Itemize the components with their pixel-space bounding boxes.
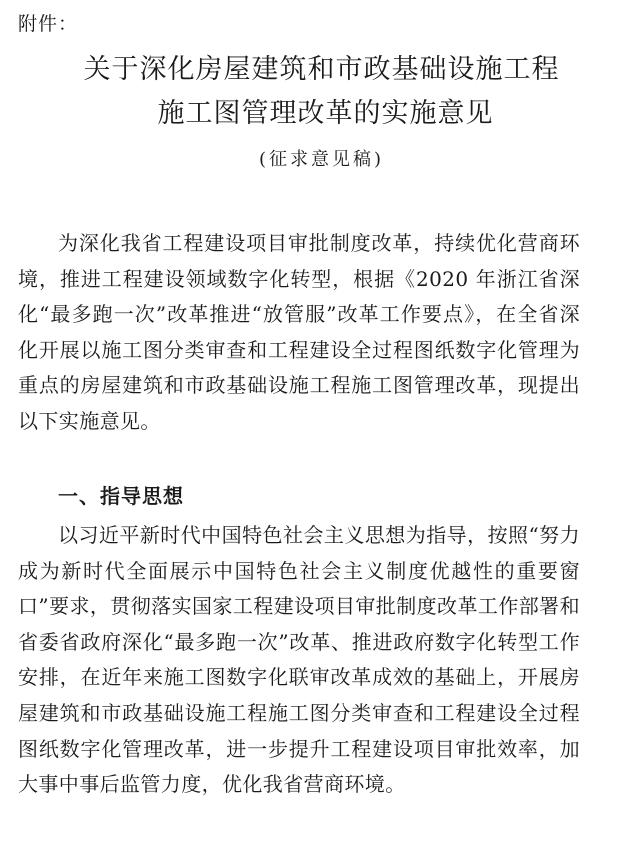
attachment-label: 附件：: [18, 13, 79, 35]
document-title-line-2: 施工图管理改革的实施意见: [157, 98, 494, 129]
document-title-line-1: 关于深化房屋建筑和市政基础设施工程: [83, 54, 560, 85]
guiding-ideology-paragraph: 以习近平新时代中国特色社会主义思想为指导，按照“努力成为新时代全面展示中国特色社会主义制度优越性的重要窗口”要求，贯彻落实国家工程建设项目审批制度改革工作部署和省委省政府深化“最多跑一次”改革、推进政府数字化转型工作安排，在近年来施工图数字化联审改革成效的基础上，开展房屋建筑和市政基础设施工程施工图分类审查和工程建设全过程图纸数字化管理改革，进一步提升工程建设项目审批效率，加大事中事后监管力度，优化我省营商环境。: [18, 523, 580, 797]
section-heading-guiding-ideology: 一、指导思想: [58, 484, 184, 508]
draft-subtitle: (征求意见稿): [258, 149, 385, 170]
intro-paragraph: 为深化我省工程建设项目审批制度改革，持续优化营商环境，推进工程建设领域数字化转型，根据《2020 年浙江省深化“最多跑一次”改革推进“放管服”改革工作要点》，在全省深化开展以施工图分类审查和工程建设全过程图纸数字化管理为重点的房屋建筑和市政基础设施工程施工图管理改革，现提出以下实施意见。: [18, 231, 580, 433]
